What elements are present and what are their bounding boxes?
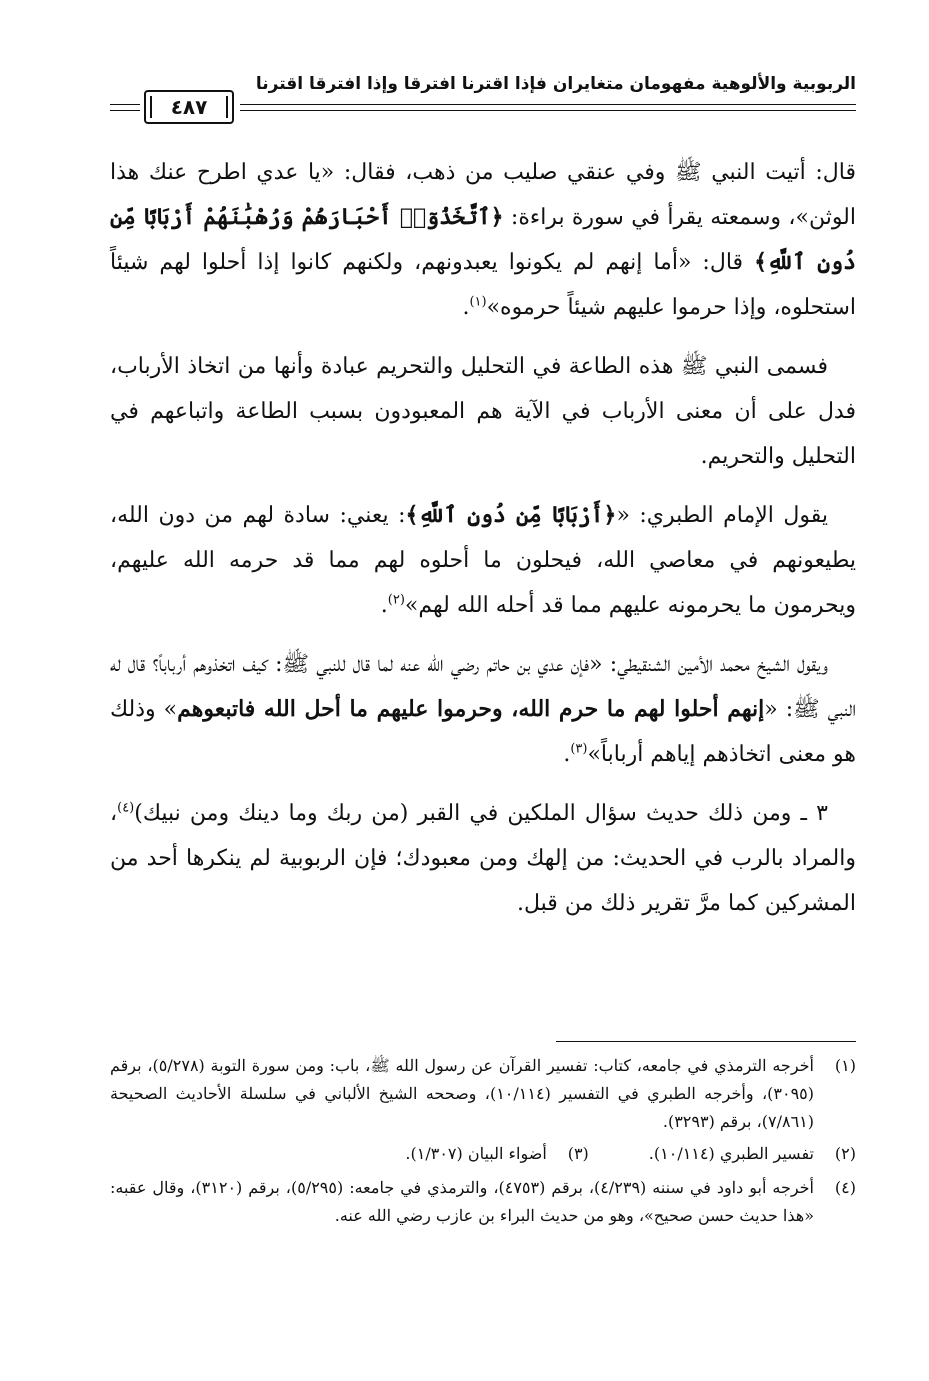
paragraph-1-text-a: قال: أتيت النبي ﷺ وفي عنقي صليب من ذهب، فقال: «يا عدي اطرح عنك هذا الوثن»، وسمعته يقرأ في سورة براءة:: [110, 160, 856, 230]
paragraph-1-end: .: [462, 295, 470, 320]
footnote-ref-1[interactable]: (١): [469, 294, 487, 310]
paragraph-4-text-b: » وذلك هو معنى اتخاذهم إياهم أرباباً»: [110, 697, 856, 767]
paragraph-2: فسمى النبي ﷺ هذه الطاعة في التحليل والتحريم عبادة وأنها من اتخاذ الأرباب، فدل على أن معنى الأرباب في الآية هم المعبودون بسبب الطاعة واتباعهم في التحليل والتحريم.: [110, 354, 856, 469]
paragraph-4-text-a: ويقول الشيخ محمد الأمين الشنقيطي: «فإن عدي بن حاتم رضي الله عنه لما قال للنبي ﷺ: كيف اتخذوهم أرباباً؟ قال له النبي ﷺ: «: [110, 652, 857, 722]
footnote-text: أضواء البيان (١/٣٠٧).: [405, 1144, 547, 1163]
footnote-ref-4[interactable]: (٤): [117, 800, 135, 816]
paragraph-5-text-b: ، والمراد بالرب في الحديث: من إلهك ومن معبودك؛ فإن الربوبية لم ينكرها أحد من المشركين كما مرَّ تقرير ذلك من قبل.: [110, 801, 856, 916]
paragraph-1: [110, 150, 856, 330]
page-number-frame: [144, 90, 234, 124]
quran-verse: ﴿ٱتَّخَذُوٓا۟ أَحْبَارَهُمْ وَرُهْبَٰنَهُمْ أَرْبَابًا مِّن دُونِ ٱللَّهِ﴾: [110, 204, 856, 275]
footnote-3: [405, 1140, 588, 1168]
paragraph-3-text-a: يقول الإمام الطبري: «: [616, 503, 828, 528]
footnote-4: [110, 1174, 856, 1230]
page-header: [110, 70, 856, 132]
paragraph-3-end: .: [380, 593, 388, 618]
quran-verse: ﴿أَرْبَابًا مِّن دُونِ ٱللَّهِ﴾: [405, 502, 617, 528]
footnote-text: تفسير الطبري (١٠/١١٤).: [648, 1144, 814, 1163]
header-rule-left-bottom: [110, 110, 140, 111]
header-rule-bottom: [240, 110, 856, 111]
paragraph-5-text-a: ٣ ـ ومن ذلك حديث سؤال الملكين في القبر (من ربك وما دينك ومن نبيك): [134, 801, 828, 826]
footnote-number: (٢): [834, 1144, 856, 1163]
footnote-number: (٣): [567, 1144, 589, 1163]
footnotes-2-3: [110, 1140, 856, 1168]
footnote-1: [110, 1052, 856, 1136]
header-rule-top: [240, 104, 856, 105]
paragraph-4-end: .: [563, 742, 571, 767]
paragraph-3-text-b: : يعني: سادة لهم من دون الله، يطيعونهم في معاصي الله، فيحلون ما أحلوه لهم مما قد حرمه الله عليهم، ويحرمون ما يحرمونه عليهم مما قد أحله الله لهم»: [110, 503, 856, 618]
footnotes: [110, 1052, 856, 1234]
footnote-text: أخرجه أبو داود في سننه (٤/٢٣٩)، برقم (٤٧٥٣)، والترمذي في جامعه: (٥/٢٩٥)، برقم (٣١٢٠)، وقال عقبه: «هذا حديث حسن صحيح»، وهو من حديث البراء بن عازب رضي الله عنه.: [110, 1178, 814, 1225]
paragraph-1-text-b: قال: «أما إنهم لم يكونوا يعبدونهم، ولكنهم كانوا إذا أحلوا لهم شيئاً استحلوه، وإذا حرموا عليهم شيئاً حرموه»: [110, 250, 856, 320]
running-title: الربوبية والألوهية مفهومان متغايران فإذا اقترنا افترقا وإذا افترقا اقترنا: [255, 74, 856, 94]
header-rule-left-top: [110, 104, 140, 105]
hadith-quote: إنهم أحلوا لهم ما حرم الله، وحرموا عليهم ما أحل الله فاتبعوهم: [177, 696, 765, 722]
footnote-number: (١): [834, 1056, 856, 1075]
paragraph-5: [110, 791, 856, 926]
main-text: [110, 150, 856, 940]
page-number: ٤٨٧: [170, 95, 208, 119]
footnote-ref-3[interactable]: (٣): [570, 741, 588, 757]
footnote-number: (٤): [834, 1178, 856, 1197]
footnote-ref-2[interactable]: (٢): [387, 592, 405, 608]
paragraph-4: [110, 642, 856, 777]
paragraph-3: [110, 493, 856, 628]
footnote-text: أخرجه الترمذي في جامعه، كتاب: تفسير القرآن عن رسول الله ﷺ، باب: ومن سورة التوبة (٥/٢٧٨)، برقم (٣٠٩٥)، وأخرجه الطبري في التفسير (١٠/١١٤)، وصححه الشيخ الألباني في سلسلة الأحاديث الصحيحة (٧/٨٦١)، برقم (٣٢٩٣).: [110, 1056, 815, 1131]
footnote-2: [649, 1140, 856, 1168]
footnote-separator: [556, 1041, 856, 1042]
